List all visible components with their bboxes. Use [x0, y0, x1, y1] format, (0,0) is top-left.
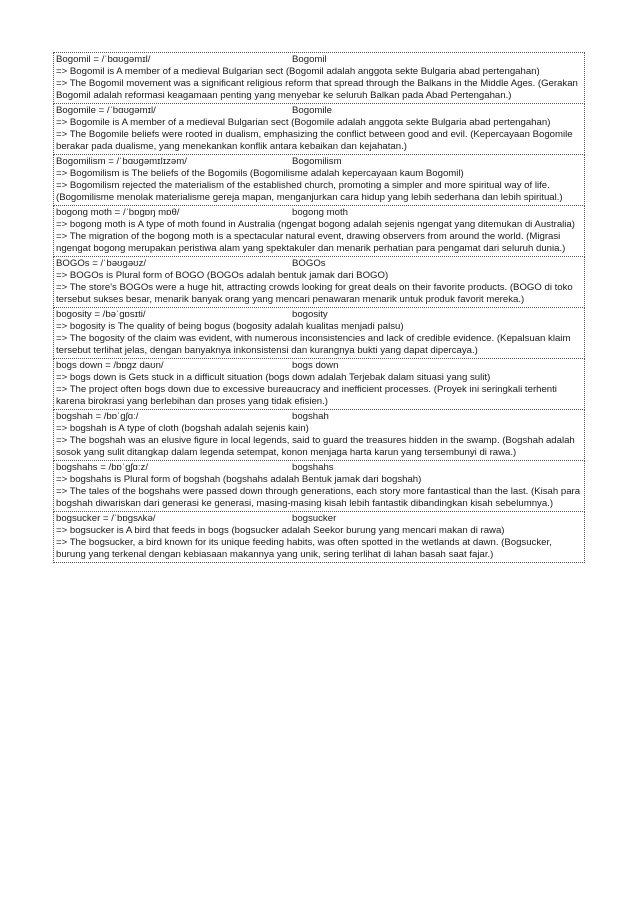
entry-block [53, 410, 585, 461]
entry-definition: => bogsucker is A bird that feeds in bogs (bogsucker adalah Seekor burung yang mencari makan di rawa) [56, 525, 505, 536]
dictionary-sheet [53, 52, 585, 563]
entry-heading [56, 360, 582, 372]
entry-definition: => Bogomil is A member of a medieval Bulgarian sect (Bogomil adalah anggota sekte Bulgaria abad pertengahan) [56, 66, 540, 77]
entry-phonetic: bogsucker = /ˈbɒɡsʌkə/ [56, 513, 156, 524]
entry-block [53, 52, 585, 104]
entry-example: => The bogosity of the claim was evident, with numerous inconsistencies and lack of credible evidence. (Kepalsuan klaim tersebut terlihat jelas, dengan banyaknya inkonsistensi dan kurangnya bukti yang dapat dipercaya.) [56, 333, 571, 356]
entry-example: => The migration of the bogong moth is a spectacular natural event, drawing observers from around the world. (Migrasi ngengat bogong merupakan peristiwa alam yang spektakuler dan menarik perhatian para pengamat dari seluruh dunia.) [56, 231, 566, 254]
entry-heading [56, 207, 582, 219]
entry-example: => The bogsucker, a bird known for its unique feeding habits, was often spotted in the wetlands at dawn. (Bogsucker, burung yang terkenal dengan kebiasaan makannya yang unik, sering terlihat di lahan basah saat fajar.) [56, 537, 552, 560]
entry-phonetic: bogshahs = /bɒˈɡʃɑːz/ [56, 462, 149, 473]
entry-definition: => Bogomile is A member of a medieval Bulgarian sect (Bogomile adalah anggota sekte Bulgaria abad pertengahan) [56, 117, 551, 128]
entry-heading [56, 156, 582, 168]
entry-heading [56, 513, 582, 525]
entry-phonetic: Bogomilism = /ˈbɑʊɡəmɪlɪzəm/ [56, 156, 187, 167]
entry-heading [56, 54, 582, 66]
entry-word: BOGOs [292, 258, 326, 269]
entry-word: bogshahs [292, 462, 334, 473]
entry-block [53, 257, 585, 308]
entry-example: => The project often bogs down due to excessive bureaucracy and inefficient processes. (Proyek ini seringkali terhenti karena birokrasi yang berlebihan dan proses yang tidak efisien.) [56, 384, 557, 407]
entry-heading [56, 309, 582, 321]
entry-definition: => bogs down is Gets stuck in a difficult situation (bogs down adalah Terjebak dalam situasi yang sulit) [56, 372, 491, 383]
entry-block [53, 359, 585, 410]
entry-heading [56, 258, 582, 270]
entry-heading [56, 105, 582, 117]
entry-definition: => bogshahs is Plural form of bogshah (bogshahs adalah Bentuk jamak dari bogshah) [56, 474, 422, 485]
entry-phonetic: bogosity = /bəˈɡɒsɪti/ [56, 309, 146, 320]
entry-block [53, 104, 585, 155]
entry-phonetic: Bogomil = /ˈbɑʊɡəmɪl/ [56, 54, 151, 65]
entry-definition: => bogosity is The quality of being bogus (bogosity adalah kualitas menjadi palsu) [56, 321, 404, 332]
entry-block [53, 461, 585, 512]
entry-definition: => BOGOs is Plural form of BOGO (BOGOs adalah bentuk jamak dari BOGO) [56, 270, 389, 281]
entry-word: Bogomile [292, 105, 332, 116]
entry-example: => The bogshah was an elusive figure in local legends, said to guard the treasures hidden in the swamp. (Bogshah adalah sosok yang sulit ditangkap dalam legenda setempat, konon menjaga harta karun yang tersembunyi di rawa.) [56, 435, 575, 458]
entry-example: => The Bogomil movement was a significant religious reform that spread through the Balkans in the Middle Ages. (Gerakan Bogomil adalah reformasi keagamaan penting yang menyebar ke seluruh Balkan pada Abad Pertengahan.) [56, 78, 578, 101]
entry-example: => The store's BOGOs were a huge hit, attracting crowds looking for great deals on their favorite products. (BOGO di toko tersebut sukses besar, menarik banyak orang yang mencari penawaran menarik untuk produk favorit mereka.) [56, 282, 573, 305]
entry-definition: => Bogomilism is The beliefs of the Bogomils (Bogomilisme adalah kepercayaan kaum Bogomil) [56, 168, 464, 179]
entry-example: => Bogomilism rejected the materialism of the established church, promoting a simpler and more spiritual way of life. (Bogomilisme menolak materialisme gereja mapan, menganjurkan cara hidup yang lebih sederhana dan lebih spiritual.) [56, 180, 563, 203]
entry-phonetic: BOGOs = /ˈbəʊɡəʊz/ [56, 258, 147, 269]
entry-word: Bogomil [292, 54, 327, 65]
entry-example: => The Bogomile beliefs were rooted in dualism, emphasizing the conflict between good and evil. (Kepercayaan Bogomile berakar pada dualisme, yang menekankan konflik antara kebaikan dan kejahatan.) [56, 129, 573, 152]
entry-heading [56, 462, 582, 474]
entry-heading [56, 411, 582, 423]
entry-definition: => bogshah is A type of cloth (bogshah adalah sejenis kain) [56, 423, 309, 434]
entry-word: bogsucker [292, 513, 337, 524]
entry-phonetic: bogshah = /bɒˈɡʃɑː/ [56, 411, 139, 422]
entry-block [53, 308, 585, 359]
entry-word: bogosity [292, 309, 328, 320]
entry-block [53, 206, 585, 257]
entry-definition: => bogong moth is A type of moth found in Australia (ngengat bogong adalah sejenis ngengat yang ditemukan di Australia) [56, 219, 575, 230]
entry-block [53, 155, 585, 206]
entry-phonetic: bogong moth = /ˈbɒɡɒŋ mɒθ/ [56, 207, 180, 218]
entry-word: bogong moth [292, 207, 349, 218]
entry-example: => The tales of the bogshahs were passed down through generations, each story more fantastical than the last. (Kisah para bogshah diwariskan dari generasi ke generasi, masing-masing kisah lebih fantastik dibandingkan kisah sebelumnya.) [56, 486, 581, 509]
entry-phonetic: Bogomile = /ˈbɑʊɡəmɪl/ [56, 105, 156, 116]
entry-word: Bogomilism [292, 156, 342, 167]
entry-phonetic: bogs down = /bɒɡz daʊn/ [56, 360, 164, 371]
entry-word: bogs down [292, 360, 339, 371]
entry-word: bogshah [292, 411, 329, 422]
entry-block [53, 512, 585, 563]
